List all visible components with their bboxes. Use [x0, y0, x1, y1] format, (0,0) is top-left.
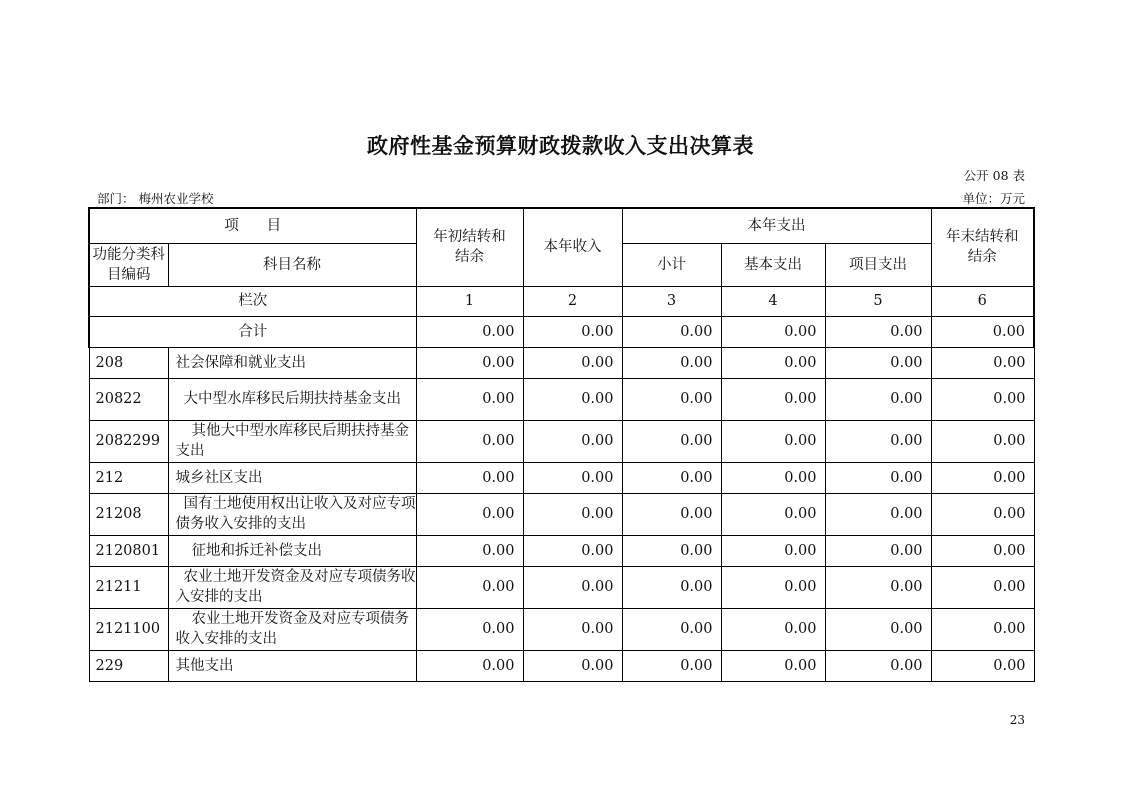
row-name: 社会保障和就业支出: [168, 347, 416, 378]
row-code: 20822: [89, 378, 168, 420]
row-value: 0.00: [931, 347, 1034, 378]
row-value: 0.00: [416, 347, 523, 378]
row-value: 0.00: [523, 650, 622, 681]
row-name: 其他大中型水库移民后期扶持基金支出: [168, 420, 416, 462]
row-value: 0.00: [523, 608, 622, 650]
row-value: 0.00: [622, 378, 721, 420]
table-row: [89, 650, 1034, 681]
row-value: 0.00: [523, 347, 622, 378]
row-value: 0.00: [931, 650, 1034, 681]
row-value: 0.00: [825, 420, 931, 462]
row-value: 0.00: [622, 420, 721, 462]
row-value: 0.00: [721, 608, 825, 650]
row-value: 0.00: [825, 535, 931, 566]
row-code: 2120801: [89, 535, 168, 566]
row-name: 国有土地使用权出让收入及对应专项债务收入安排的支出: [168, 493, 416, 535]
row-value: 0.00: [721, 493, 825, 535]
row-value: 0.00: [622, 462, 721, 493]
table-row: [89, 347, 1034, 378]
row-name: 征地和拆迁补偿支出: [168, 535, 416, 566]
row-value: 0.00: [931, 608, 1034, 650]
header-subject-name: 科目名称: [168, 243, 416, 286]
table-row: [89, 493, 1034, 535]
row-value: 0.00: [721, 566, 825, 608]
row-code: 2121100: [89, 608, 168, 650]
row-value: 0.00: [825, 378, 931, 420]
table-number: 公开 08 表: [963, 168, 1025, 183]
row-value: 0.00: [416, 566, 523, 608]
row-value: 0.00: [622, 608, 721, 650]
table-row: [89, 462, 1034, 493]
row-value: 0.00: [523, 378, 622, 420]
row-value: 0.00: [721, 462, 825, 493]
row-value: 0.00: [416, 420, 523, 462]
row-index-label: 栏次: [89, 286, 416, 316]
row-value: 0.00: [416, 493, 523, 535]
total-value: 0.00: [416, 316, 523, 347]
col-num: 1: [416, 286, 523, 316]
row-value: 0.00: [721, 650, 825, 681]
page-title: 政府性基金预算财政拨款收入支出决算表: [367, 133, 754, 158]
total-value: 0.00: [523, 316, 622, 347]
row-value: 0.00: [931, 420, 1034, 462]
header-subtotal: 小计: [622, 243, 721, 286]
page-number: 23: [1009, 713, 1025, 727]
row-value: 0.00: [825, 650, 931, 681]
row-value: 0.00: [622, 535, 721, 566]
row-code: 212: [89, 462, 168, 493]
row-code: 208: [89, 347, 168, 378]
row-value: 0.00: [622, 566, 721, 608]
header-func-code: 功能分类科目编码: [89, 243, 168, 286]
row-value: 0.00: [416, 608, 523, 650]
row-value: 0.00: [622, 493, 721, 535]
row-value: 0.00: [825, 608, 931, 650]
row-value: 0.00: [825, 347, 931, 378]
header-item: 项 目: [89, 208, 416, 243]
row-code: 2082299: [89, 420, 168, 462]
row-name: 大中型水库移民后期扶持基金支出: [168, 378, 416, 420]
row-value: 0.00: [523, 566, 622, 608]
total-row: [89, 316, 1034, 347]
budget-table: [88, 207, 1035, 682]
table-row: [89, 535, 1034, 566]
table-row: [89, 608, 1034, 650]
total-value: 0.00: [931, 316, 1034, 347]
row-value: 0.00: [523, 535, 622, 566]
col-num: 5: [825, 286, 931, 316]
row-value: 0.00: [416, 535, 523, 566]
col-num: 2: [523, 286, 622, 316]
row-value: 0.00: [523, 462, 622, 493]
total-value: 0.00: [721, 316, 825, 347]
table-row: [89, 420, 1034, 462]
row-name: 农业土地开发资金及对应专项债务收入安排的支出: [168, 566, 416, 608]
col-num: 4: [721, 286, 825, 316]
row-value: 0.00: [721, 420, 825, 462]
col-num: 3: [622, 286, 721, 316]
row-name: 其他支出: [168, 650, 416, 681]
total-value: 0.00: [622, 316, 721, 347]
total-label: 合计: [89, 316, 416, 347]
col-num: 6: [931, 286, 1034, 316]
row-value: 0.00: [622, 650, 721, 681]
unit-label: 单位：万元: [962, 191, 1025, 206]
row-name: 城乡社区支出: [168, 462, 416, 493]
row-value: 0.00: [721, 535, 825, 566]
row-value: 0.00: [931, 378, 1034, 420]
header-expense: 本年支出: [622, 208, 931, 243]
row-name: 农业土地开发资金及对应专项债务收入安排的支出: [168, 608, 416, 650]
row-code: 229: [89, 650, 168, 681]
row-value: 0.00: [825, 462, 931, 493]
row-value: 0.00: [721, 378, 825, 420]
row-value: 0.00: [416, 650, 523, 681]
department-label: 部门： 梅州农业学校: [97, 191, 214, 206]
header-begin-balance: 年初结转和结余: [416, 208, 523, 286]
row-value: 0.00: [931, 462, 1034, 493]
header-end-balance: 年末结转和结余: [931, 208, 1034, 286]
table-row: [89, 566, 1034, 608]
total-value: 0.00: [825, 316, 931, 347]
row-code: 21211: [89, 566, 168, 608]
row-value: 0.00: [523, 493, 622, 535]
row-value: 0.00: [931, 535, 1034, 566]
header-row-1: [89, 208, 1034, 243]
column-index-row: [89, 286, 1034, 316]
table-row: [89, 378, 1034, 420]
header-income: 本年收入: [523, 208, 622, 286]
header-project: 项目支出: [825, 243, 931, 286]
row-value: 0.00: [931, 493, 1034, 535]
row-code: 21208: [89, 493, 168, 535]
row-value: 0.00: [523, 420, 622, 462]
row-value: 0.00: [931, 566, 1034, 608]
row-value: 0.00: [416, 378, 523, 420]
row-value: 0.00: [825, 493, 931, 535]
row-value: 0.00: [825, 566, 931, 608]
header-basic: 基本支出: [721, 243, 825, 286]
row-value: 0.00: [622, 347, 721, 378]
row-value: 0.00: [721, 347, 825, 378]
row-value: 0.00: [416, 462, 523, 493]
